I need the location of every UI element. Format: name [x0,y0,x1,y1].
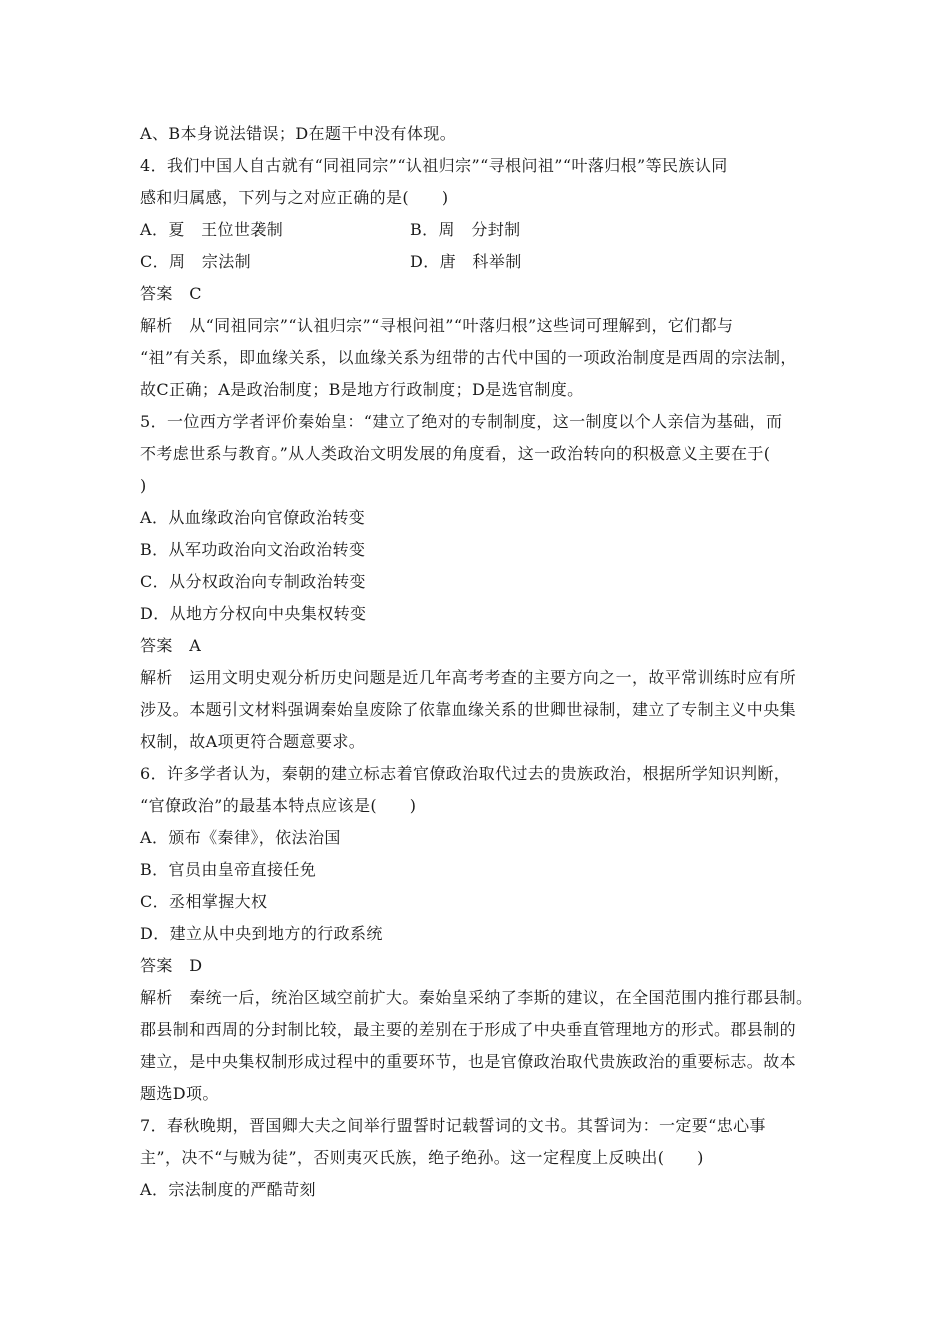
question-5-stem: ) [140,476,147,495]
option-b: B．从军功政治向文治政治转变 [140,540,366,559]
question-6-stem: 6．许多学者认为，秦朝的建立标志着官僚政治取代过去的贵族政治，根据所学知识判断， [140,764,791,783]
option-b: B．官员由皇帝直接任免 [140,860,317,879]
question-4-options-row [140,214,820,246]
option-b: B．周 分封制 [410,220,521,239]
answer-line: 答案 A [140,636,202,655]
analysis-line: 权制，故A项更符合题意要求。 [140,732,366,751]
answer-line: 答案 D [140,956,203,975]
option-d: D．建立从中央到地方的行政系统 [140,924,383,943]
analysis-line: “祖”有关系，即血缘关系，以血缘关系为纽带的古代中国的一项政治制度是西周的宗法制， [140,348,797,367]
option-c: C．周 宗法制 [140,252,252,271]
analysis-line: 题选D项。 [140,1084,219,1103]
answer-line: 答案 C [140,284,202,303]
option-c: C．从分权政治向专制政治转变 [140,572,366,591]
question-4-stem: 感和归属感，下列与之对应正确的是( ) [140,188,449,207]
option-d: D．从地方分权向中央集权转变 [140,604,367,623]
option-a: A．颁布《秦律》，依法治国 [140,828,341,847]
analysis-line: 故C正确；A是政治制度；B是地方行政制度；D是选官制度。 [140,380,584,399]
question-7-stem: 主”，决不“与贼为徒”，否则夷灭氏族，绝子绝孙。这一定程度上反映出( ) [140,1148,704,1167]
text-line: A、B本身说法错误；D在题干中没有体现。 [140,124,457,143]
question-7-stem: 7．春秋晚期，晋国卿大夫之间举行盟誓时记载誓词的文书。其誓词为：一定要“忠心事 [140,1116,766,1135]
question-6-stem: “官僚政治”的最基本特点应该是( ) [140,796,417,815]
question-4-options-row [140,246,820,278]
analysis-line: 郡县制和西周的分封制比较，最主要的差别在于形成了中央垂直管理地方的形式。郡县制的 [140,1020,797,1039]
question-5-stem: 5．一位西方学者评价秦始皇：“建立了绝对的专制制度，这一制度以个人亲信为基础，而 [140,412,783,431]
analysis-line: 解析 从“同祖同宗”“认祖归宗”“寻根问祖”“叶落归根”这些词可理解到，它们都与 [140,316,734,335]
analysis-line: 解析 秦统一后，统治区域空前扩大。秦始皇采纳了李斯的建议，在全国范围内推行郡县制。 [140,988,813,1007]
option-c: C．丞相掌握大权 [140,892,268,911]
option-a: A．从血缘政治向官僚政治转变 [140,508,366,527]
option-d: D．唐 科举制 [410,252,522,271]
option-a: A．宗法制度的严酷苛刻 [140,1180,316,1199]
question-4-stem: 4．我们中国人自古就有“同祖同宗”“认祖归宗”“寻根问祖”“叶落归根”等民族认同 [140,156,728,175]
analysis-line: 涉及。本题引文材料强调秦始皇废除了依靠血缘关系的世卿世禄制，建立了专制主义中央集 [140,700,797,719]
analysis-line: 解析 运用文明史观分析历史问题是近几年高考考查的主要方向之一，故平常训练时应有所 [140,668,797,687]
analysis-line: 建立，是中央集权制形成过程中的重要环节，也是官僚政治取代贵族政治的重要标志。故本 [140,1052,797,1071]
option-a: A．夏 王位世袭制 [140,220,284,239]
question-5-stem: 不考虑世系与教育。”从人类政治文明发展的角度看，这一政治转向的积极意义主要在于( [140,444,771,463]
document-page [140,118,820,1206]
